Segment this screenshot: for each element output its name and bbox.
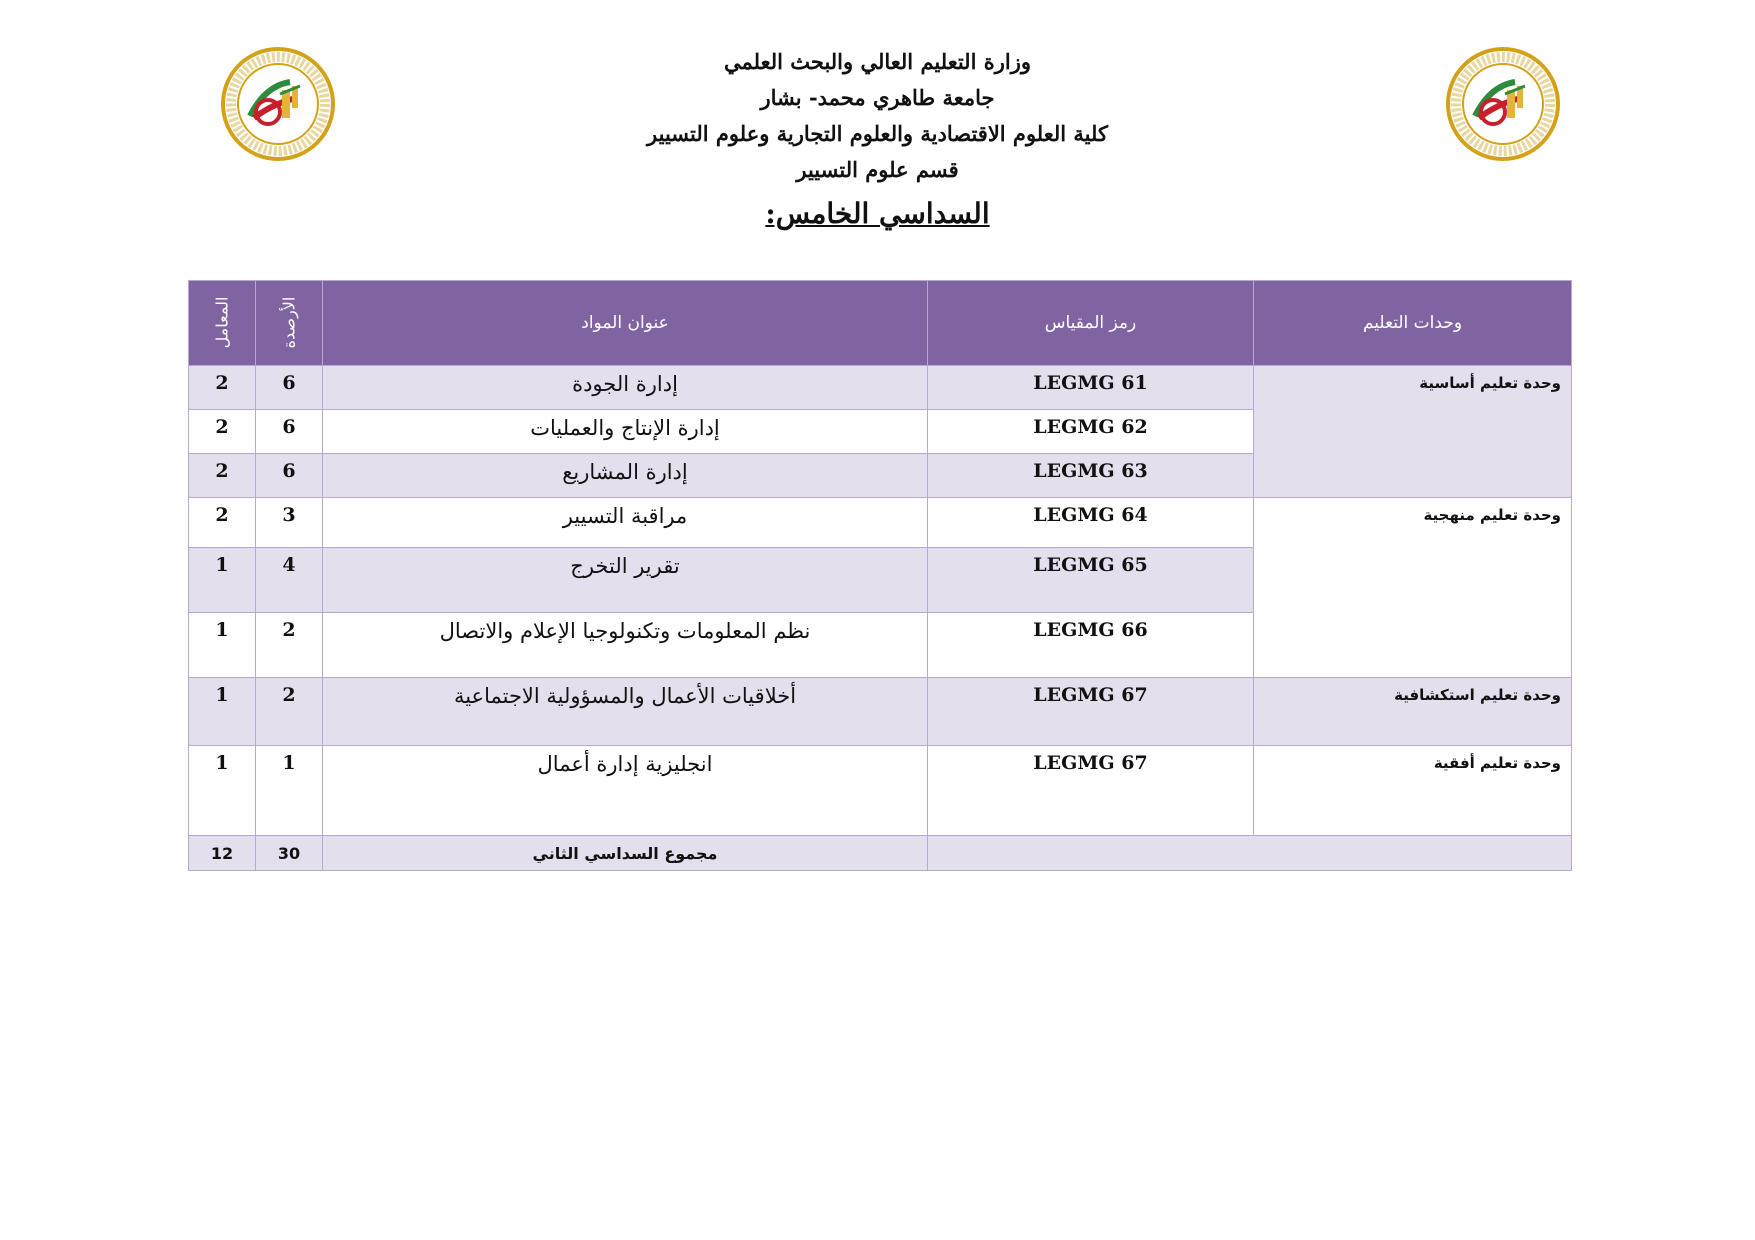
semester-title: السداسي الخامس: [765, 197, 990, 230]
coefficient-cell: 2 [189, 410, 256, 454]
unit-cell: وحدة تعليم منهجية [1254, 498, 1572, 678]
code-cell: LEGMG 66 [928, 613, 1254, 678]
column-header-credits: الأرصدة [256, 281, 323, 366]
code-cell: LEGMG 67 [928, 678, 1254, 746]
faculty-name: كلية العلوم الاقتصادية والعلوم التجارية وعلوم التسيير [647, 121, 1108, 146]
coefficient-cell: 2 [189, 454, 256, 498]
document-header [0, 44, 1755, 234]
title-cell: تقرير التخرج [323, 548, 928, 613]
title-cell: إدارة الجودة [323, 366, 928, 410]
code-cell: LEGMG 62 [928, 410, 1254, 454]
credits-cell: 1 [256, 746, 323, 836]
total-empty-cell [928, 836, 1572, 871]
credits-cell: 6 [256, 410, 323, 454]
coefficient-cell: 1 [189, 746, 256, 836]
coefficient-cell: 2 [189, 366, 256, 410]
unit-cell: وحدة تعليم أساسية [1254, 366, 1572, 498]
code-cell: LEGMG 67 [928, 746, 1254, 836]
code-cell: LEGMG 64 [928, 498, 1254, 548]
ministry-name: وزارة التعليم العالي والبحث العلمي [724, 49, 1031, 74]
column-header-title: عنوان المواد [323, 281, 928, 366]
credits-cell: 6 [256, 454, 323, 498]
total-label: مجموع السداسي الثاني [323, 836, 928, 871]
code-cell: LEGMG 63 [928, 454, 1254, 498]
credits-cell: 6 [256, 366, 323, 410]
university-name: جامعة طاهري محمد- بشار [760, 85, 995, 110]
column-header-unit: وحدات التعليم [1254, 281, 1572, 366]
credits-cell: 2 [256, 613, 323, 678]
total-credits: 30 [256, 836, 323, 871]
unit-cell: وحدة تعليم استكشافية [1254, 678, 1572, 746]
title-cell: أخلاقيات الأعمال والمسؤولية الاجتماعية [323, 678, 928, 746]
coefficient-cell: 1 [189, 678, 256, 746]
title-cell: نظم المعلومات وتكنولوجيا الإعلام والاتصال [323, 613, 928, 678]
title-cell: إدارة المشاريع [323, 454, 928, 498]
department-name: قسم علوم التسيير [796, 157, 959, 182]
coefficient-cell: 1 [189, 548, 256, 613]
unit-cell: وحدة تعليم أفقية [1254, 746, 1572, 836]
title-cell: إدارة الإنتاج والعمليات [323, 410, 928, 454]
coefficient-cell: 2 [189, 498, 256, 548]
credits-cell: 4 [256, 548, 323, 613]
credits-cell: 2 [256, 678, 323, 746]
credits-cell: 3 [256, 498, 323, 548]
title-cell: مراقبة التسيير [323, 498, 928, 548]
table-row [189, 366, 1572, 410]
column-header-code: رمز المقياس [928, 281, 1254, 366]
title-cell: انجليزية إدارة أعمال [323, 746, 928, 836]
column-header-coefficient: المعامل [189, 281, 256, 366]
table-row [189, 746, 1572, 836]
code-cell: LEGMG 65 [928, 548, 1254, 613]
table-header-row [189, 281, 1572, 366]
total-row [189, 836, 1572, 871]
code-cell: LEGMG 61 [928, 366, 1254, 410]
total-coefficient: 12 [189, 836, 256, 871]
coefficient-cell: 1 [189, 613, 256, 678]
table-row [189, 678, 1572, 746]
table-row [189, 498, 1572, 548]
curriculum-table [188, 280, 1572, 871]
